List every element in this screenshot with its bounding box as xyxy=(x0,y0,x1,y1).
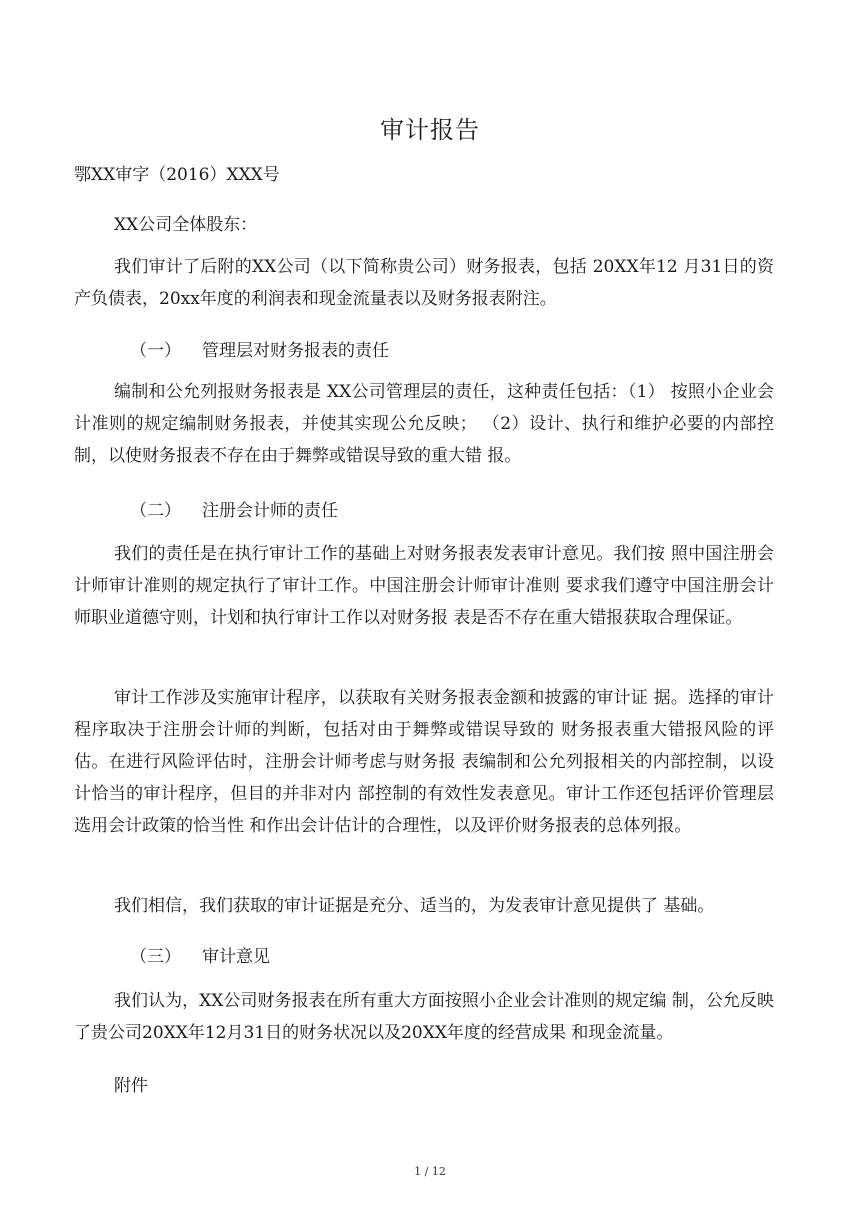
section-title-3: 审计意见 xyxy=(202,947,270,967)
audit-opinion-paragraph: 我们认为，XX公司财务报表在所有重大方面按照小企业会计准则的规定编 制，公允反映了贵公司20XX年12月31日的财务状况以及20XX年度的经营成果 和现金流量。 xyxy=(74,991,774,1043)
section-heading-1 xyxy=(0,336,860,360)
intro-paragraph: 我们审计了后附的XX公司（以下简称贵公司）财务报表，包括 20XX年12 月31日的资产负债表，20xx年度的利润表和现金流量表以及财务报表附注。 xyxy=(74,257,774,309)
section-heading-3 xyxy=(0,942,860,966)
attachment-label: 附件 xyxy=(114,1076,148,1096)
auditor-responsibility-paragraph-3: 我们相信，我们获取的审计证据是充分、适当的，为发表审计意见提供了 基础。 xyxy=(114,896,715,916)
section-number-1: （一） xyxy=(130,341,181,361)
page-title: 审计报告 xyxy=(380,116,480,144)
section-number-2: （二） xyxy=(130,501,181,521)
section-heading-2 xyxy=(0,496,860,520)
addressee: XX公司全体股东： xyxy=(114,215,258,235)
page-indicator: 1 / 12 xyxy=(414,1165,446,1178)
auditor-responsibility-paragraph-1: 我们的责任是在执行审计工作的基础上对财务报表发表审计意见。我们按 照中国注册会计师审计准则的规定执行了审计工作。中国注册会计师审计准则 要求我们遵守中国注册会计师职业道德守则，计划和执行审计工作以对财务报 表是否不存在重大错报获取合理保证。 xyxy=(74,544,774,628)
section-title-1: 管理层对财务报表的责任 xyxy=(202,341,389,361)
management-responsibility-paragraph: 编制和公允列报财务报表是 XX公司管理层的责任，这种责任包括：（1） 按照小企业会计准则的规定编制财务报表，并使其实现公允反映； （2）设计、执行和维护必要的内部控制，以使财务报表不存在由于舞弊或错误导致的重大错 报。 xyxy=(74,382,774,466)
section-number-3: （三） xyxy=(130,947,181,967)
report-reference-number: 鄂XX审字（2016）XXX号 xyxy=(74,165,280,185)
auditor-responsibility-paragraph-2: 审计工作涉及实施审计程序，以获取有关财务报表金额和披露的审计证 据。选择的审计程序取决于注册会计师的判断，包括对由于舞弊或错误导致的 财务报表重大错报风险的评估。在进行风险评估时，注册会计师考虑与财务报 表编制和公允列报相关的内部控制，以设计恰当的审计程序，但目的并非对内 部控制的有效性发表意见。审计工作还包括评价管理层选用会计政策的恰当性 和作出会计估计的合理性，以及评价财务报表的总体列报。 xyxy=(74,688,774,836)
section-title-2: 注册会计师的责任 xyxy=(202,501,338,521)
